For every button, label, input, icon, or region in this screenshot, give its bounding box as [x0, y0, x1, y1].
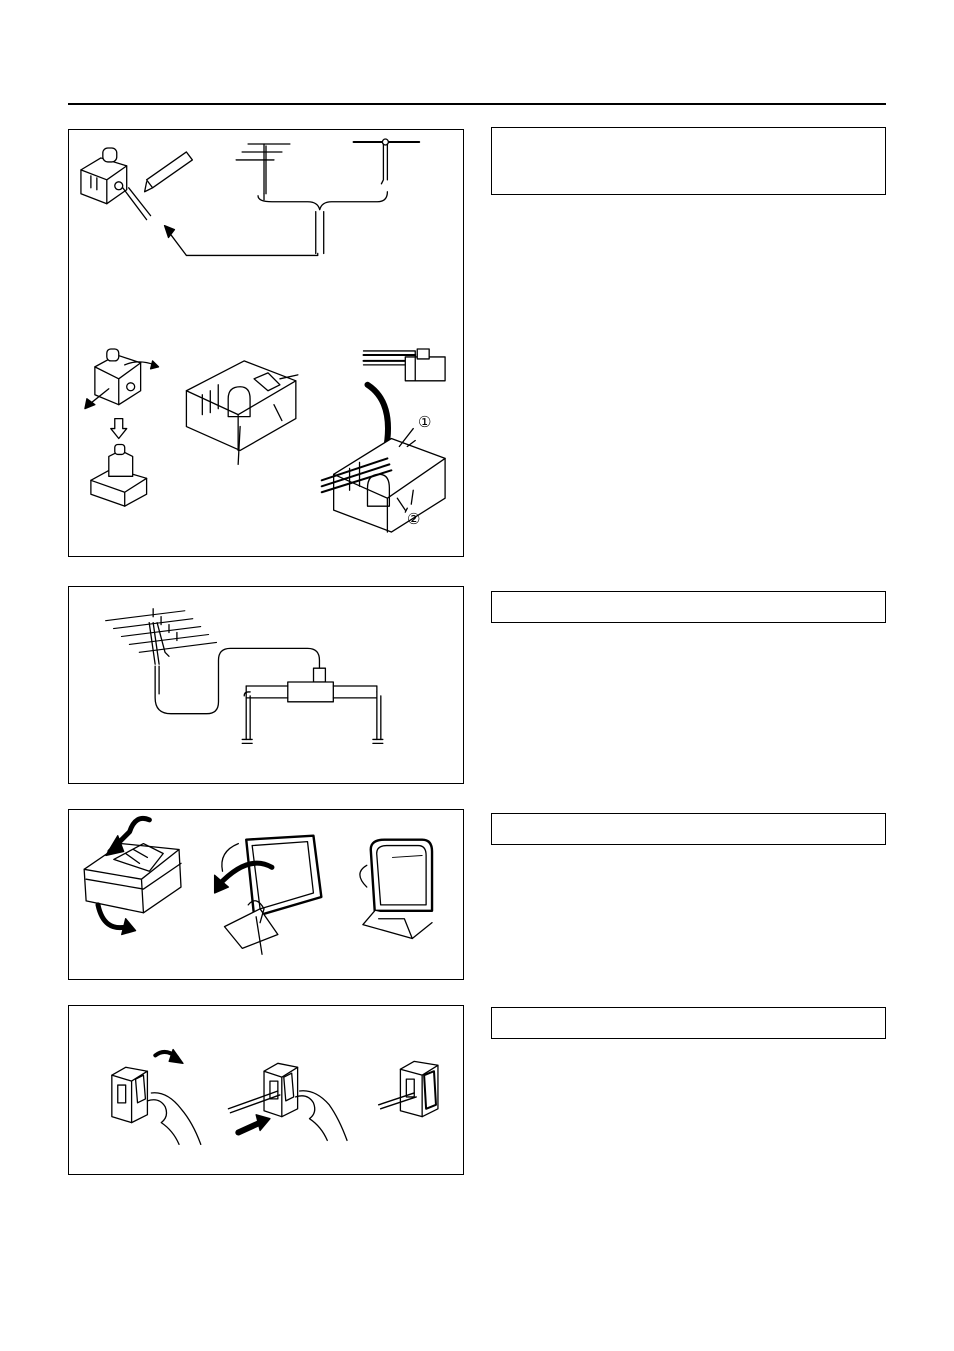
terminal-press-illustration [112, 1049, 201, 1144]
splitter-illustration [246, 668, 377, 702]
terminal-connected-illustration [379, 1061, 438, 1116]
callout-2: ② [407, 511, 421, 528]
terminal-assembled-illustration [322, 439, 445, 533]
section-heading-box-4 [491, 1007, 886, 1039]
screwdriver-illustration [145, 152, 193, 192]
page-header-rule [68, 103, 886, 105]
antenna-splitter-figure [68, 586, 464, 784]
terminal-insert-wire-illustration [228, 1063, 347, 1140]
section-heading-box-1 [491, 127, 886, 195]
t-antenna-illustration [354, 139, 420, 184]
outdoor-antenna-illustration [236, 144, 290, 200]
callout-1: ① [418, 414, 432, 431]
loop-antenna-folded-illustration [84, 818, 181, 934]
antenna-plug-illustration [81, 148, 151, 220]
terminal-interior-illustration [186, 361, 297, 464]
spring-terminal-figure [68, 1005, 464, 1175]
am-loop-antenna-figure [68, 809, 464, 980]
plug-cap-open-illustration [85, 349, 159, 409]
loop-antenna-unfolding-illustration [215, 836, 322, 955]
plug-base-illustration [91, 444, 147, 506]
coax-cable-illustration [364, 349, 446, 381]
yagi-antenna-illustration [106, 609, 217, 664]
loop-antenna-standing-illustration [360, 840, 432, 939]
section-heading-box-3 [491, 813, 886, 845]
fm-antenna-plug-figure [68, 129, 464, 557]
section-heading-box-2 [491, 591, 886, 623]
